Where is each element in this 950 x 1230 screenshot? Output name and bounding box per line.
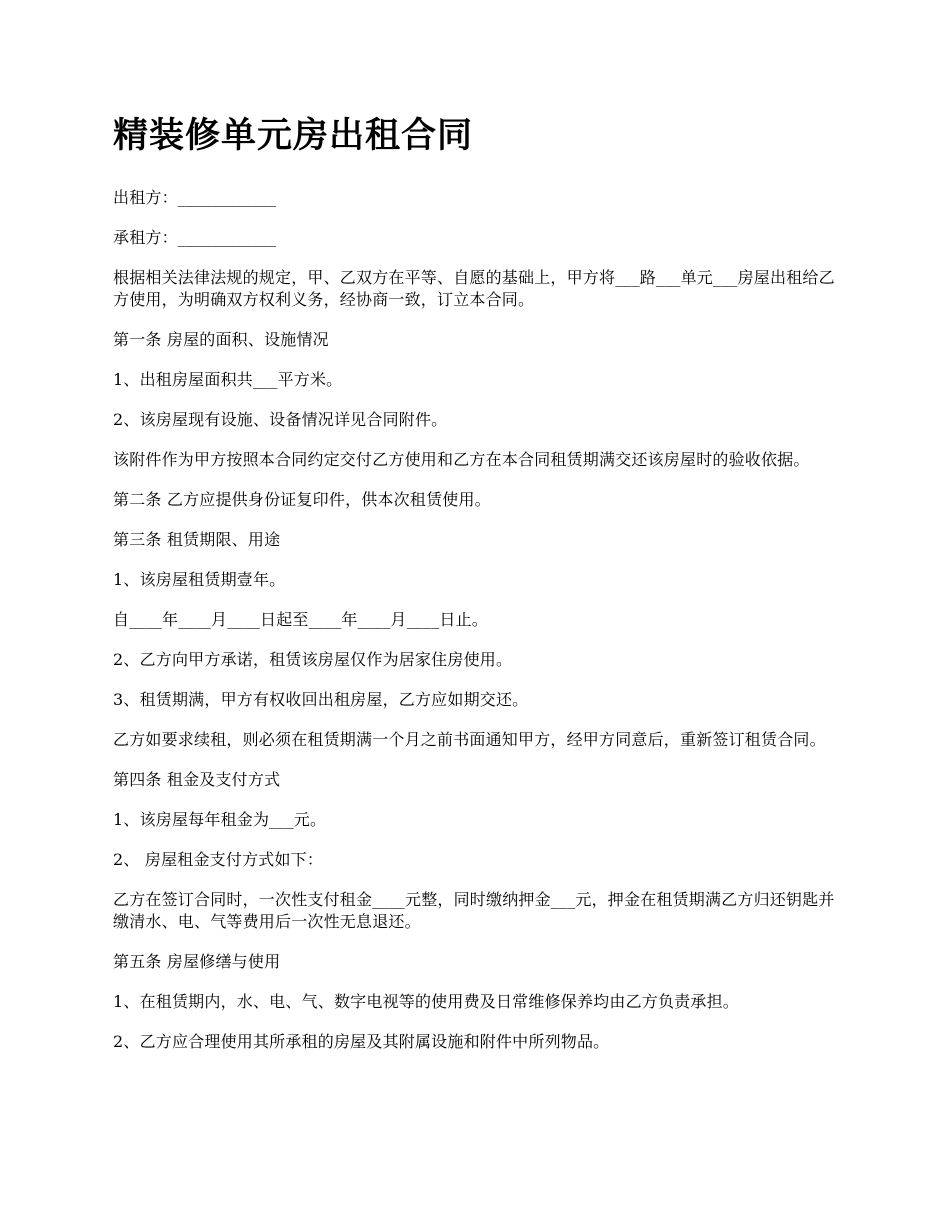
article-3-clause-1: 1、该房屋租赁期壹年。 <box>113 570 286 589</box>
article-5-clause-1: 1、在租赁期内，水、电、气、数字电视等的使用费及日常维修保养均由乙方负责承担。 <box>113 992 739 1011</box>
attachment-note: 该附件作为甲方按照本合同约定交付乙方使用和乙方在本合同租赁期满交还该房屋时的验收依据。 <box>113 450 810 469</box>
preamble-paragraph: 根据相关法律法规的规定，甲、乙双方在平等、自愿的基础上，甲方将___路___单元___房屋出租给乙方使用，为明确双方权利义务，经协商一致，订立本合同。 <box>113 268 835 309</box>
article-5-clause-2: 2、乙方应合理使用其所承租的房屋及其附属设施和附件中所列物品。 <box>113 1032 610 1051</box>
article-4-heading: 第四条 租金及支付方式 <box>113 770 281 789</box>
article-4-clause-1: 1、该房屋每年租金为___元。 <box>113 810 327 829</box>
lessor-field: 出租方：____________ <box>113 188 277 207</box>
renewal-paragraph: 乙方如要求续租，则必须在租赁期满一个月之前书面通知甲方，经甲方同意后，重新签订租赁合同。 <box>113 730 826 749</box>
article-4-clause-2: 2、 房屋租金支付方式如下： <box>113 850 324 869</box>
lessee-field: 承租方：____________ <box>113 228 277 247</box>
payment-paragraph: 乙方在签订合同时，一次性支付租金____元整，同时缴纳押金___元，押金在租赁期满乙方归还钥匙并缴清水、电、气等费用后一次性无息退还。 <box>113 890 835 931</box>
article-1-heading: 第一条 房屋的面积、设施情况 <box>113 330 329 349</box>
article-3-clause-3: 3、租赁期满，甲方有权收回出租房屋，乙方应如期交还。 <box>113 690 529 709</box>
article-1-clause-1: 1、出租房屋面积共___平方米。 <box>113 370 343 389</box>
article-1-clause-2: 2、该房屋现有设施、设备情况详见合同附件。 <box>113 410 448 429</box>
article-2-heading: 第二条 乙方应提供身份证复印件，供本次租赁使用。 <box>113 490 491 509</box>
article-5-heading: 第五条 房屋修缮与使用 <box>113 952 281 971</box>
document-body <box>113 111 848 1071</box>
lease-period-line: 自____年____月____日起至____年____月____日止。 <box>113 610 489 629</box>
document-title: 精装修单元房出租合同 <box>113 116 474 156</box>
article-3-heading: 第三条 租赁期限、用途 <box>113 530 281 549</box>
article-3-clause-2: 2、乙方向甲方承诺，租赁该房屋仅作为居家住房使用。 <box>113 650 513 669</box>
